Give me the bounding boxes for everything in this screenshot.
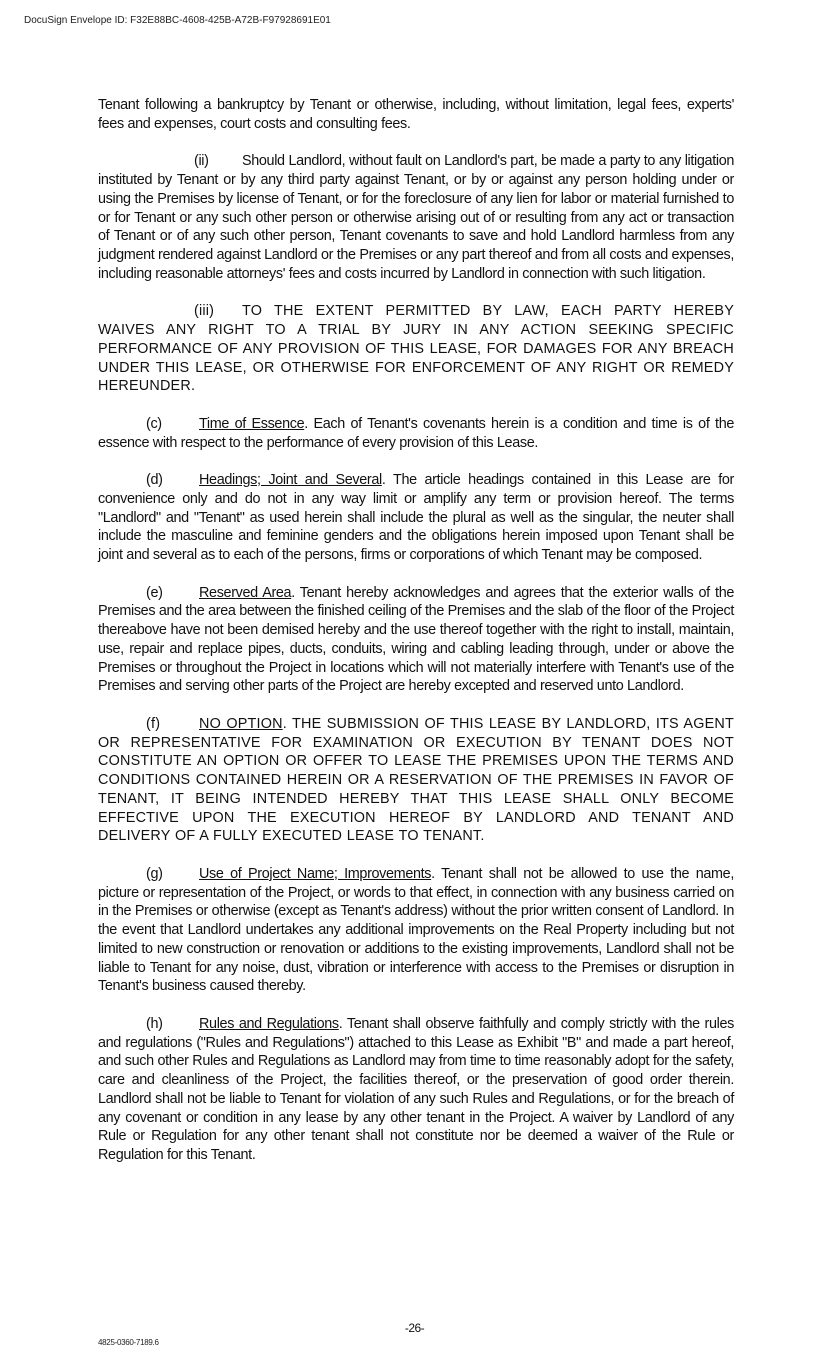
paragraph-heading: Reserved Area <box>199 584 292 601</box>
paragraph-d <box>98 471 734 565</box>
paragraph-iii <box>98 302 734 396</box>
paragraph-number: (d) <box>146 472 163 488</box>
paragraph-number: (iii) <box>194 303 215 320</box>
paragraph-e <box>98 584 734 697</box>
paragraph-text: . THE SUBMISSION OF THIS LEASE BY LANDLORD, ITS AGENT OR REPRESENTATIVE FOR EXAMINATION OR EXECUTION BY TENANT DOES NOT CONSTITUTE AN OPTION OR OFFER TO LEASE THE PREMISES UPON THE TERMS AND CONDITIONS CONTAINED HEREIN OR A RESERVATION OF THE PREMISES IN FAVOR OF TENANT, IT BEING INTENDED HEREBY THAT THIS LEASE SHALL ONLY BECOME EFFECTIVE UPON THE EXECUTION HEREOF BY LANDLORD AND TENANT AND DELIVERY OF A FULLY EXECUTED LEASE TO TENANT. <box>98 715 734 845</box>
paragraph-text: . The article headings contained in this Lease are for convenience only and do not in any way limit or amplify any term or provision hereof. The terms "Landlord" and "Tenant" as used herein shall include the plural as well as the singular, the neuter shall include the masculine and feminine genders and the obligations herein imposed upon Tenant shall be joint and several as to each of the persons, firms or corporations of which Tenant may be composed. <box>98 472 734 563</box>
paragraph-text: TO THE EXTENT PERMITTED BY LAW, EACH PARTY HEREBY WAIVES ANY RIGHT TO A TRIAL BY JURY IN ANY ACTION SEEKING SPECIFIC PERFORMANCE OF ANY PROVISION OF THIS LEASE, FOR DAMAGES FOR ANY BREACH UNDER THIS LEASE, OR OTHERWISE FOR ENFORCEMENT OF ANY RIGHT OR REMEDY HEREUNDER. <box>98 303 734 395</box>
paragraph-number: (ii) <box>194 153 209 170</box>
paragraph-continuation <box>98 96 734 134</box>
document-id: 4825-0360-7189.6 <box>98 1338 159 1347</box>
paragraph-c <box>98 415 734 453</box>
docusign-envelope-id: DocuSign Envelope ID: F32E88BC-4608-425B-A72B-F97928691E01 <box>24 15 331 26</box>
paragraph-text: Tenant following a bankruptcy by Tenant or otherwise, including, without limitation, legal fees, experts' fees and expenses, court costs and consulting fees. <box>98 97 734 132</box>
paragraph-number: (h) <box>146 1015 163 1032</box>
paragraph-text: . Tenant shall observe faithfully and comply strictly with the rules and regulations ("Rules and Regulations") attached to this Lease as Exhibit "B" and made a part hereof, and such other Rules and Regulations as Landlord may from time to time reasonably adopt for the safety, care and cleanliness of the Project, the facilities thereof, or the preservation of good order therein. Landlord shall not be liable to Tenant for violation of any such Rules and Regulations, or for the breach of any covenant or condition in any lease by any other tenant in the Project. A waiver by Landlord of any Rule or Regulation for any other tenant shall not constitute nor be deemed a waiver of the Rule or Regulation for this Tenant. <box>98 1015 734 1163</box>
document-body <box>98 96 734 1184</box>
paragraph-heading: Headings; Joint and Several <box>199 472 382 488</box>
paragraph-h <box>98 1015 734 1165</box>
paragraph-text: . Each of Tenant's covenants herein is a condition and time is of the essence with respect to the performance of every provision of this Lease. <box>98 415 735 451</box>
paragraph-heading: Time of Essence <box>199 415 305 432</box>
paragraph-ii <box>98 152 734 283</box>
paragraph-number: (f) <box>146 715 161 732</box>
paragraph-text: Should Landlord, without fault on Landlord's part, be made a party to any litigation instituted by Tenant or by any third party against Tenant, or by or against any person holding under or using the Premises by license of Tenant, or for the foreclosure of any lien for labor or material furnished to or for Tenant or any such other person or otherwise arising out of or resulting from any act or transaction of Tenant or of any such other person, Tenant covenants to save and hold Landlord harmless from any judgment rendered against Landlord or the Premises or any part thereof and from all costs and expenses, including reasonable attorneys' fees and costs incurred by Landlord in connection with such litigation. <box>98 153 734 282</box>
paragraph-number: (e) <box>146 584 163 601</box>
paragraph-heading: Rules and Regulations <box>199 1015 339 1032</box>
paragraph-text: . Tenant hereby acknowledges and agrees that the exterior walls of the Premises and the area between the finished ceiling of the Premises and the slab of the floor of the Project thereabove have not been demised hereby and the use thereof together with the right to install, maintain, use, repair and replace pipes, ducts, conduits, wiring and cabling leading through, under or above the Premises or throughout the Project in locations which will not materially interfere with Tenant's use of the Premises and serving other parts of the Project are hereby excepted and reserved unto Landlord. <box>98 584 734 695</box>
page-number: -26- <box>404 1321 425 1335</box>
paragraph-number: (g) <box>146 865 163 882</box>
paragraph-heading: NO OPTION <box>199 715 283 732</box>
paragraph-heading: Use of Project Name; Improvements <box>199 865 432 882</box>
paragraph-number: (c) <box>146 415 162 432</box>
paragraph-g <box>98 865 734 996</box>
paragraph-f <box>98 715 734 846</box>
paragraph-text: . Tenant shall not be allowed to use the name, picture or representation of the Project, or words to that effect, in connection with any business carried on in the Premises or otherwise (except as Tenant's address) without the prior written consent of Landlord. In the event that Landlord undertakes any additional improvements on the Real Property including but not limited to new construction or renovation or additions to the existing improvements, Landlord shall not be liable to Tenant for any noise, dust, vibration or interference with access to the Premises or disruption in Tenant's business caused thereby. <box>98 865 734 995</box>
